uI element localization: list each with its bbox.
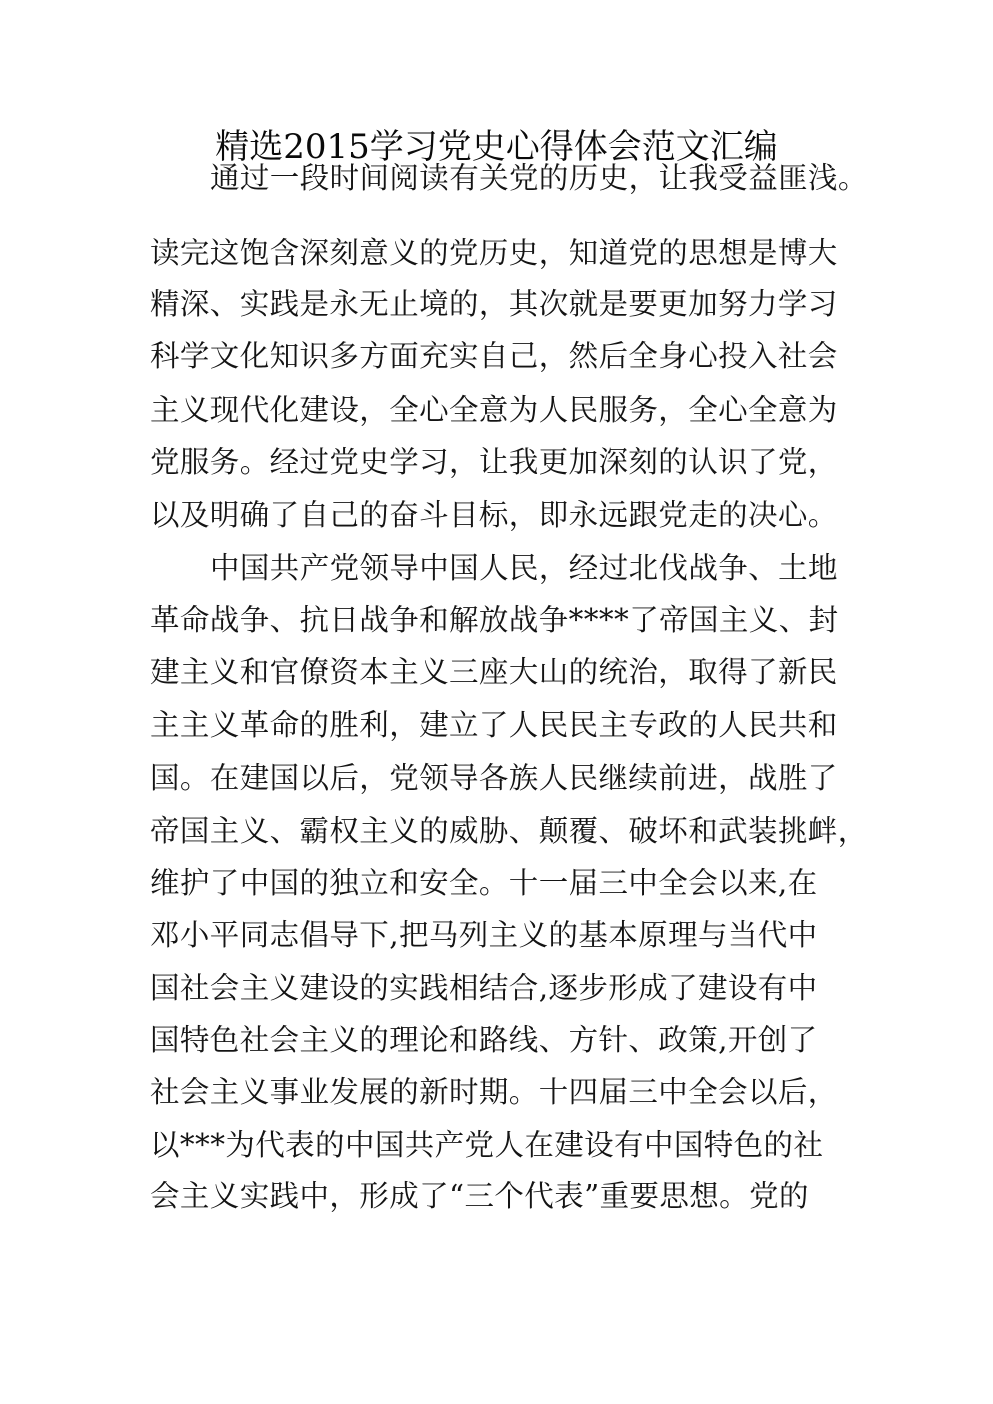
paragraph-2-line-10: 国特色社会主义的理论和路线、方针、政策,开创了 [150,1023,818,1057]
paragraph-1-line-5: 主义现代化建设，全心全意为人民服务，全心全意为 [150,393,838,427]
document-title: 精选2015学习党史心得体会范文汇编 [215,127,778,167]
paragraph-2-line-1: 中国共产党领导中国人民，经过北伐战争、土地 [210,551,838,585]
paragraph-2-line-3: 建主义和官僚资本主义三座大山的统治，取得了新民 [150,655,838,689]
paragraph-2-line-7: 维护了中国的独立和安全。十一届三中全会以来,在 [150,866,818,900]
paragraph-2-line-12: 以***为代表的中国共产党人在建设有中国特色的社 [150,1128,824,1162]
paragraph-2-line-8: 邓小平同志倡导下,把马列主义的基本原理与当代中 [150,918,818,952]
paragraph-2-line-2: 革命战争、抗日战争和解放战争****了帝国主义、封 [150,603,839,637]
paragraph-1-line-4: 科学文化知识多方面充实自己，然后全身心投入社会 [150,339,838,373]
paragraph-2-line-11: 社会主义事业发展的新时期。十四届三中全会以后， [150,1075,838,1109]
paragraph-1-line-1: 通过一段时间阅读有关党的历史，让我受益匪浅。 [210,161,868,195]
paragraph-2-line-13: 会主义实践中，形成了“三个代表”重要思想。党的 [150,1179,809,1213]
paragraph-2-line-4: 主主义革命的胜利，建立了人民民主专政的人民共和 [150,708,838,742]
paragraph-1-line-7: 以及明确了自己的奋斗目标，即永远跟党走的决心。 [150,498,838,532]
paragraph-2-line-5: 国。在建国以后，党领导各族人民继续前进，战胜了 [150,761,838,795]
paragraph-2-line-9: 国社会主义建设的实践相结合,逐步形成了建设有中 [150,971,818,1005]
paragraph-1-line-2: 读完这饱含深刻意义的党历史，知道党的思想是博大 [150,236,838,270]
paragraph-2-line-6: 帝国主义、霸权主义的威胁、颠覆、破坏和武装挑衅， [150,814,868,848]
paragraph-1-line-3: 精深、实践是永无止境的，其次就是要更加努力学习 [150,287,838,321]
paragraph-1-line-6: 党服务。经过党史学习，让我更加深刻的认识了党， [150,445,838,479]
